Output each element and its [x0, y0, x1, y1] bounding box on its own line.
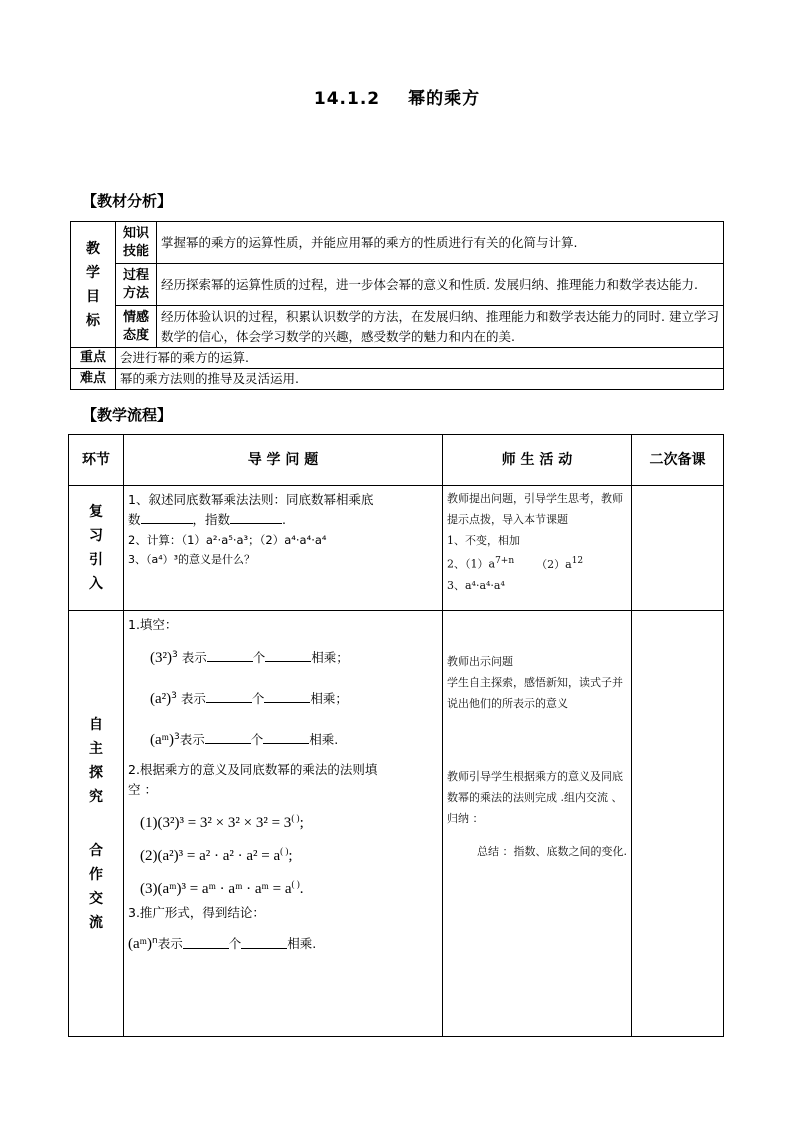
- exponent-blank: ( ): [291, 879, 300, 890]
- text: (2)(a²)³ = a² · a² · a² = a: [140, 848, 281, 865]
- goal-text-process: 经历探索幂的运算性质的过程，进一步体会幂的意义和性质. 发展归纳、推理能力和数学表达能力.: [157, 264, 724, 306]
- page-title: [0, 84, 794, 109]
- explore-second-prep: [632, 611, 724, 1037]
- fill-item-2: [150, 686, 438, 709]
- review-answer-1: 1、不变，相加: [447, 534, 520, 547]
- goal-label-char: 学: [86, 264, 100, 281]
- stage-char: 流: [89, 914, 103, 931]
- review-second-prep: [632, 486, 724, 611]
- review-activities: [443, 486, 632, 611]
- blank-line: [141, 511, 193, 524]
- activity-text: 教师引导学生根据乘方的意义及同底数幂的乘法的法则完成 .组内交流 、归纳 ：: [447, 770, 623, 825]
- section-heading-analysis: 【教材分析】: [82, 192, 173, 210]
- text: 个: [228, 936, 242, 952]
- stage-char: 习: [89, 528, 103, 544]
- exponent: 3: [173, 732, 180, 743]
- goal-label-char: 目: [86, 288, 100, 305]
- flow-table: [68, 434, 724, 1037]
- text: .: [282, 512, 287, 527]
- exponent: 7+n: [495, 556, 515, 566]
- blank-line: [230, 511, 282, 524]
- text: 数: [128, 512, 141, 527]
- difficulty-text: 幂的乘方法则的推导及灵活运用.: [116, 369, 724, 390]
- blank-line: [241, 936, 287, 949]
- review-answer-2: [447, 551, 627, 575]
- review-questions: [124, 486, 443, 611]
- difficulty-label: 难点: [71, 369, 116, 390]
- blank-line: [265, 649, 311, 662]
- text: 2、（1）a: [447, 557, 496, 571]
- text: 相乘.: [309, 732, 339, 748]
- explore-label: [69, 611, 124, 1037]
- analysis-table: [70, 221, 724, 390]
- text: 个: [251, 691, 265, 707]
- text: （2）a: [536, 557, 572, 571]
- text: 相乘；: [311, 650, 349, 666]
- review-activity: 教师提出问题，引导学生思考，教师提示点拨，导入本节课题: [447, 492, 623, 526]
- header-second-prep: 二次备课: [632, 435, 724, 486]
- header-activities: 师 生 活 动: [443, 435, 632, 486]
- goal-text-emotion: 经历体验认识的过程，积累认识数学的方法，在发展归纳、推理能力和数学表达能力的同时. 建立学习数学的信心，体会学习数学的兴趣，感受数学的魅力和内在的美.: [157, 306, 724, 348]
- text: 表示: [181, 650, 207, 666]
- review-answer-3: 3、a⁴·a⁴·a⁴: [447, 578, 505, 592]
- stage-char: 交: [89, 890, 103, 907]
- exponent: n: [151, 936, 158, 947]
- stage-char: 主: [89, 740, 103, 757]
- math-base: (3²): [150, 650, 172, 667]
- exponent: 3: [172, 650, 178, 660]
- review-q1-cont: [128, 510, 438, 530]
- goal-label: [71, 222, 116, 348]
- text: (3)(aᵐ)³ = aᵐ · aᵐ · aᵐ = a: [140, 881, 292, 898]
- text: 表示: [157, 936, 183, 952]
- text: 相乘；: [310, 691, 348, 707]
- blank-line: [263, 731, 309, 744]
- review-q3: 3、（a⁴）³的意义是什么？: [128, 553, 256, 566]
- activity-text: 总结 ：指数、底数之间的变化.: [477, 845, 627, 858]
- key-text: 会进行幂的乘方的运算.: [116, 348, 724, 369]
- goal-type-process: 过程方法: [116, 264, 157, 306]
- stage-char: 究: [89, 788, 103, 805]
- stage-char: 探: [89, 764, 103, 781]
- header-stage: 环节: [69, 435, 124, 486]
- step2-text: 2.根据乘方的意义及同底数幂的乘法的法则填: [128, 762, 378, 778]
- blank-line: [264, 690, 310, 703]
- stage-char: 复: [89, 504, 103, 520]
- math-base: (a²): [150, 691, 172, 708]
- text: 表示: [180, 691, 206, 707]
- spacer: [73, 809, 119, 839]
- step2-text-cont: 空 ：: [128, 782, 157, 798]
- review-label: [69, 486, 124, 611]
- review-q2: 2、计算：（1）a²·a⁵·a³；（2）a⁴·a⁴·a⁴: [128, 533, 327, 547]
- text: 个: [252, 650, 266, 666]
- title-number: 14.1.2: [313, 89, 381, 109]
- goal-type-emotion: 情感态度: [116, 306, 157, 348]
- blank-line: [206, 690, 252, 703]
- text: ，指数: [192, 512, 231, 527]
- text: 表示: [179, 732, 205, 748]
- review-q1: 1、叙述同底数幂乘法法则：同底数幂相乘底: [128, 492, 374, 507]
- goal-type-knowledge: 知识技能: [116, 222, 157, 264]
- text: 相乘.: [287, 936, 317, 952]
- activity-text: 教师出示问题: [447, 655, 513, 668]
- activity-text: 学生自主探索，感悟新知，读式子并说出他们的所表示的意义: [447, 676, 623, 710]
- blank-line: [183, 936, 229, 949]
- header-questions: 导 学 问 题: [124, 435, 443, 486]
- text: 个: [250, 732, 264, 748]
- stage-char: 入: [89, 576, 103, 592]
- goal-label-char: 教: [86, 240, 100, 257]
- fill-item-1: [150, 645, 438, 668]
- blank-line: [205, 731, 251, 744]
- key-label: 重点: [71, 348, 116, 369]
- stage-char: 合: [89, 842, 103, 859]
- equation-2: (2)(a²)³ = a² · a² · a² = a( );: [140, 846, 293, 865]
- explore-activities: [443, 611, 632, 1037]
- math-base: (aᵐ): [128, 936, 152, 953]
- exponent: 12: [571, 556, 584, 566]
- equation-3: (3)(aᵐ)³ = aᵐ · aᵐ · aᵐ = a( ).: [140, 879, 304, 898]
- section-heading-flow: 【教学流程】: [82, 406, 173, 424]
- equation-1: (1)(3²)³ = 3² × 3² × 3² = 3( );: [140, 813, 304, 832]
- fill-item-3: [150, 727, 438, 750]
- blank-line: [207, 649, 253, 662]
- stage-char: 引: [89, 552, 103, 568]
- exponent-blank: ( ): [280, 846, 289, 857]
- explore-questions: [124, 611, 443, 1037]
- fill-title: 1.填空：: [128, 617, 178, 632]
- title-text: 幂的乘方: [408, 89, 481, 109]
- general-form: [128, 931, 438, 954]
- stage-char: 自: [89, 716, 103, 733]
- goal-label-char: 标: [86, 312, 100, 329]
- exponent-blank: ( ): [291, 813, 300, 824]
- text: (1)(3²)³ = 3² × 3² × 3² = 3: [140, 815, 292, 832]
- goal-text-knowledge: 掌握幂的乘方的运算性质，并能应用幂的乘方的性质进行有关的化简与计算.: [157, 222, 724, 264]
- step3-text: 3.推广形式，得到结论：: [128, 905, 265, 921]
- stage-char: 作: [89, 866, 103, 883]
- exponent: 3: [171, 691, 177, 702]
- math-base: (aᵐ): [150, 732, 174, 749]
